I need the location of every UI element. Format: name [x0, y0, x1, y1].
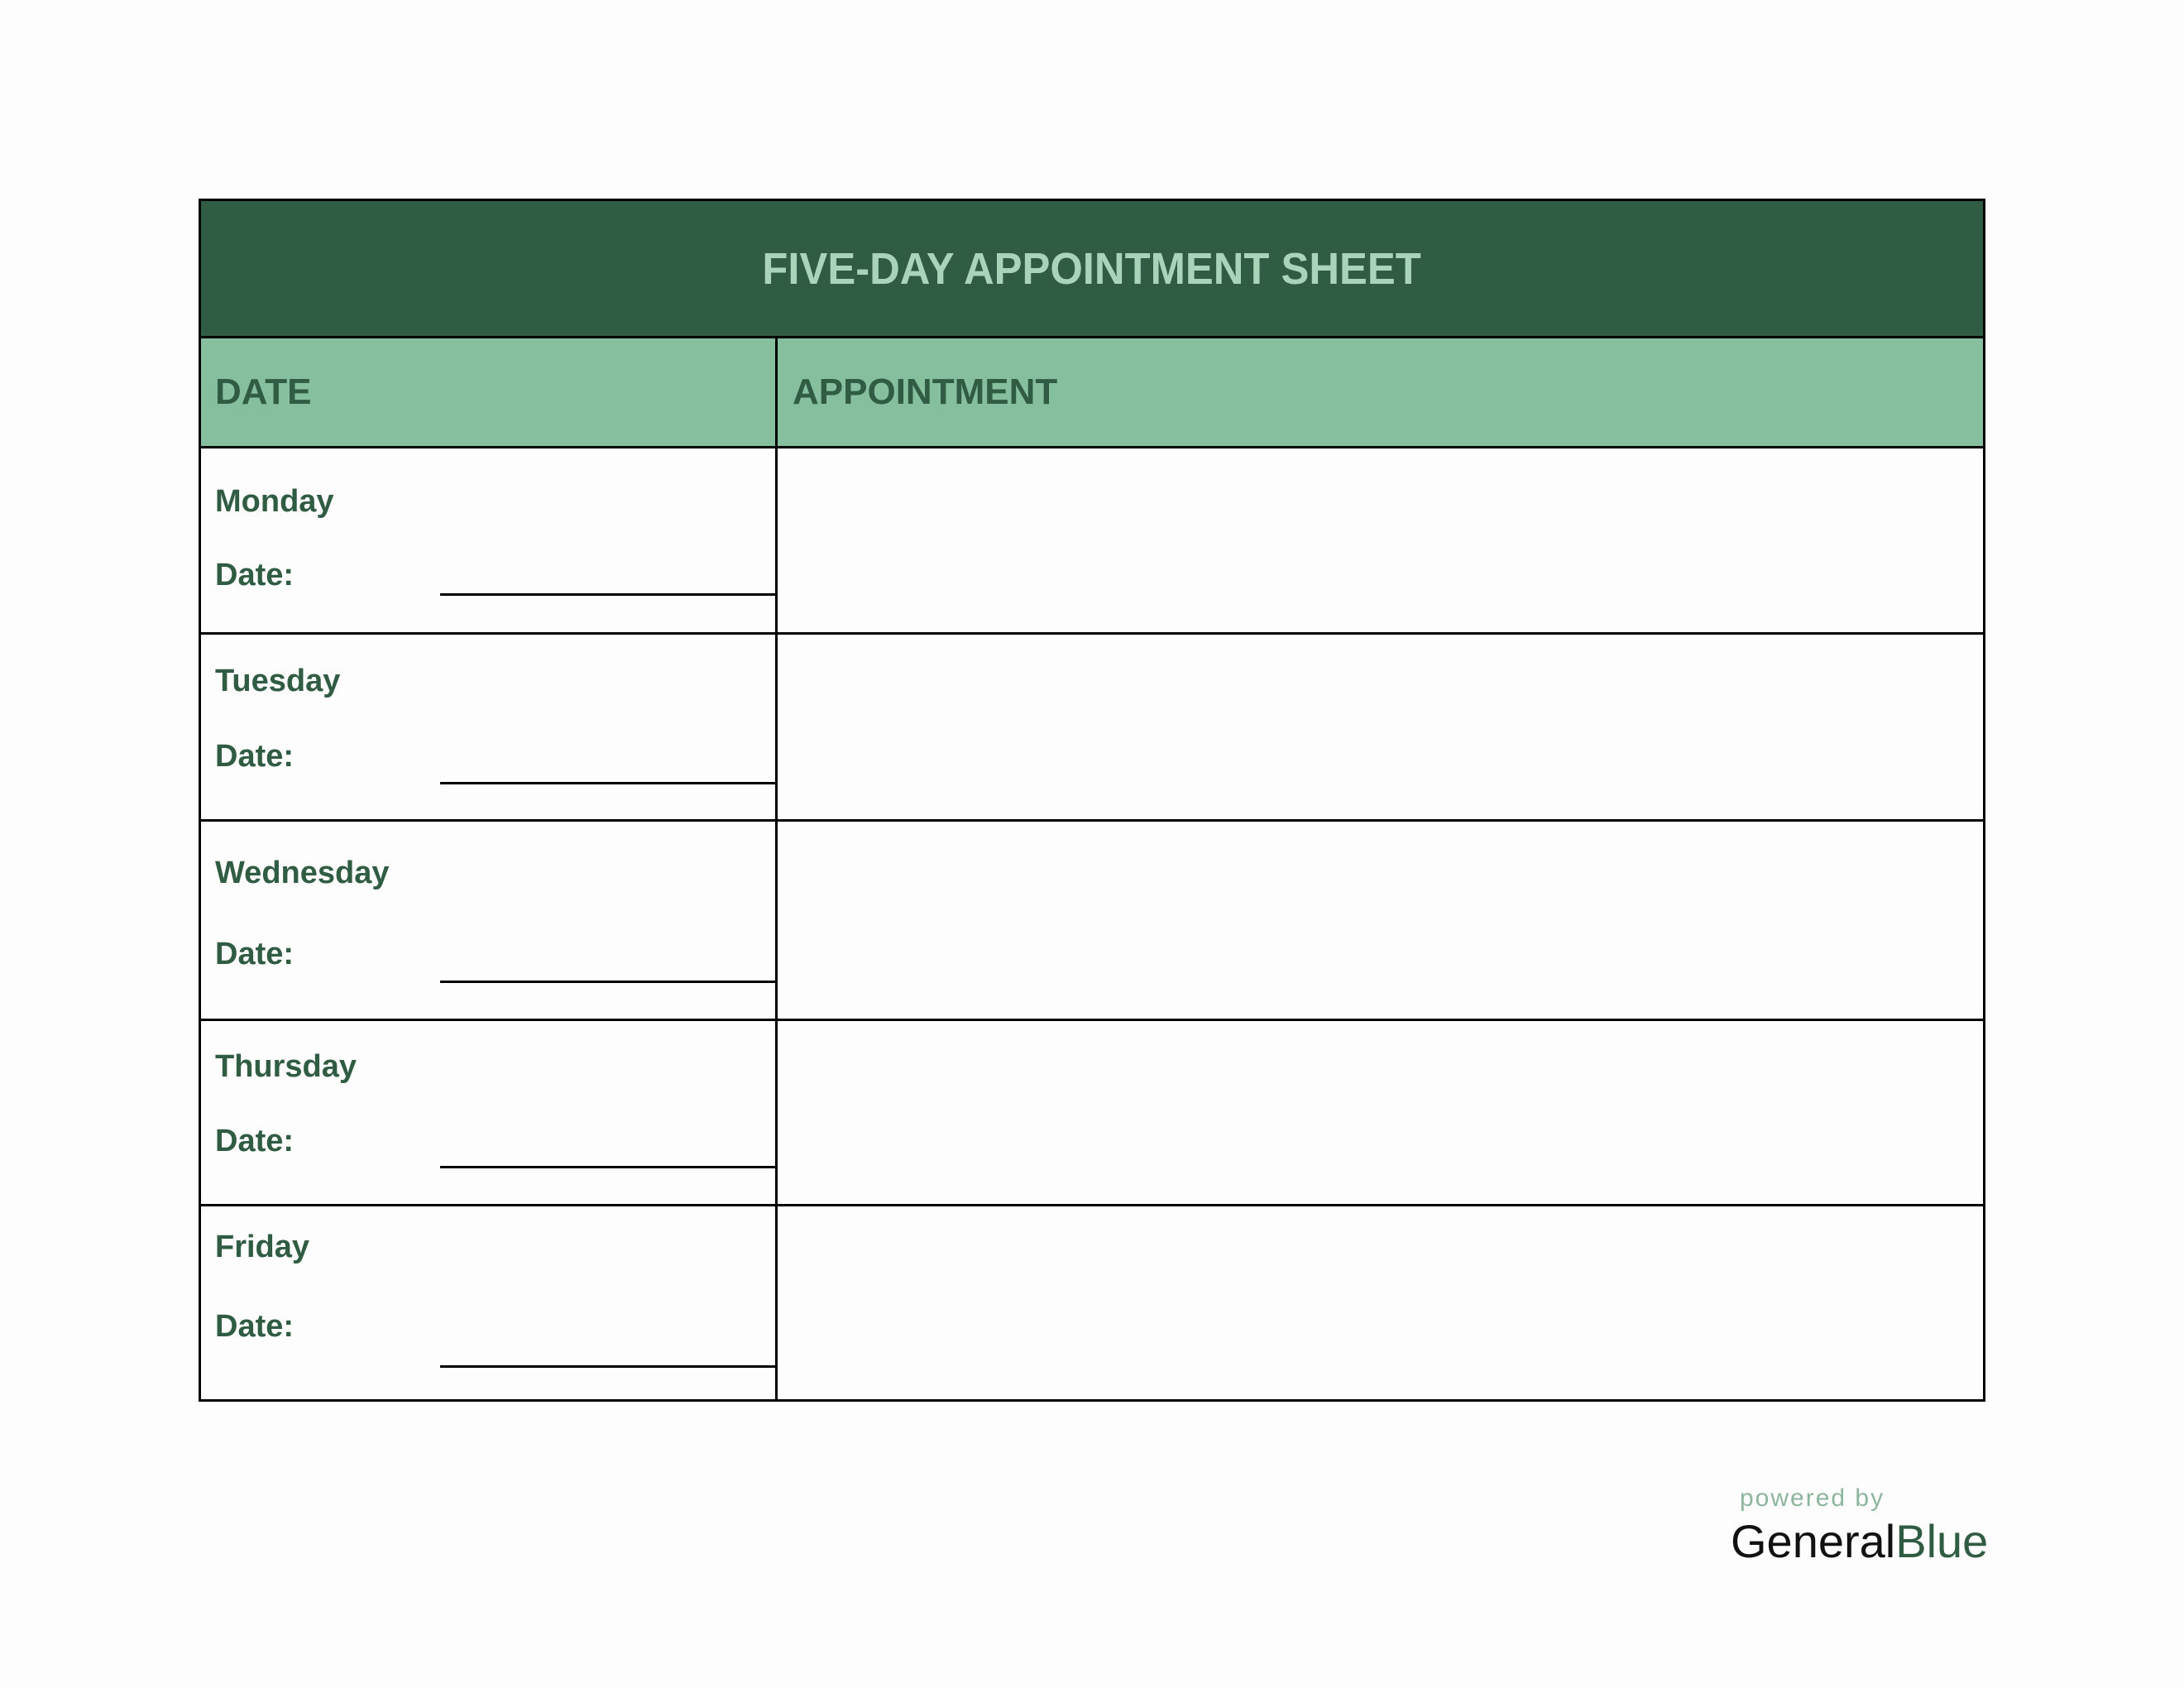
appointment-cell[interactable]: [778, 1021, 1983, 1204]
day-row-monday: [201, 448, 1983, 635]
day-row-friday: [201, 1206, 1983, 1402]
brand-general-text: General: [1731, 1515, 1896, 1567]
date-label: Date:: [215, 937, 295, 971]
day-label: Wednesday: [215, 856, 390, 890]
day-label: Tuesday: [215, 664, 341, 698]
day-row-tuesday: [201, 635, 1983, 822]
appointment-cell[interactable]: [778, 448, 1983, 632]
powered-by-logo: [1721, 1473, 1994, 1580]
day-label: Monday: [215, 484, 334, 519]
powered-by-text: powered by: [1740, 1484, 1885, 1512]
appointment-cell[interactable]: [778, 822, 1983, 1019]
brand-blue-text: Blue: [1895, 1515, 1989, 1567]
appointment-cell[interactable]: [778, 1206, 1983, 1402]
brand-logo: [1731, 1516, 1988, 1567]
date-input-line[interactable]: [440, 593, 775, 596]
date-input-line[interactable]: [440, 1365, 775, 1368]
title-band: [201, 201, 1983, 338]
date-input-line[interactable]: [440, 981, 775, 983]
appointment-cell[interactable]: [778, 635, 1983, 819]
column-header-appointment: APPOINTMENT: [793, 372, 1058, 412]
column-header-date: DATE: [215, 372, 312, 412]
day-label: Friday: [215, 1230, 310, 1264]
date-label: Date:: [215, 1124, 295, 1158]
column-header-row: [201, 338, 1983, 448]
date-label: Date:: [215, 558, 295, 592]
date-label: Date:: [215, 1309, 295, 1344]
date-input-line[interactable]: [440, 782, 775, 784]
day-row-wednesday: [201, 822, 1983, 1021]
date-label: Date:: [215, 739, 295, 774]
sheet-title: FIVE-DAY APPOINTMENT SHEET: [762, 243, 1422, 294]
day-row-thursday: [201, 1021, 1983, 1206]
date-input-line[interactable]: [440, 1166, 775, 1168]
appointment-sheet-table: [199, 199, 1985, 1402]
day-label: Thursday: [215, 1049, 357, 1084]
